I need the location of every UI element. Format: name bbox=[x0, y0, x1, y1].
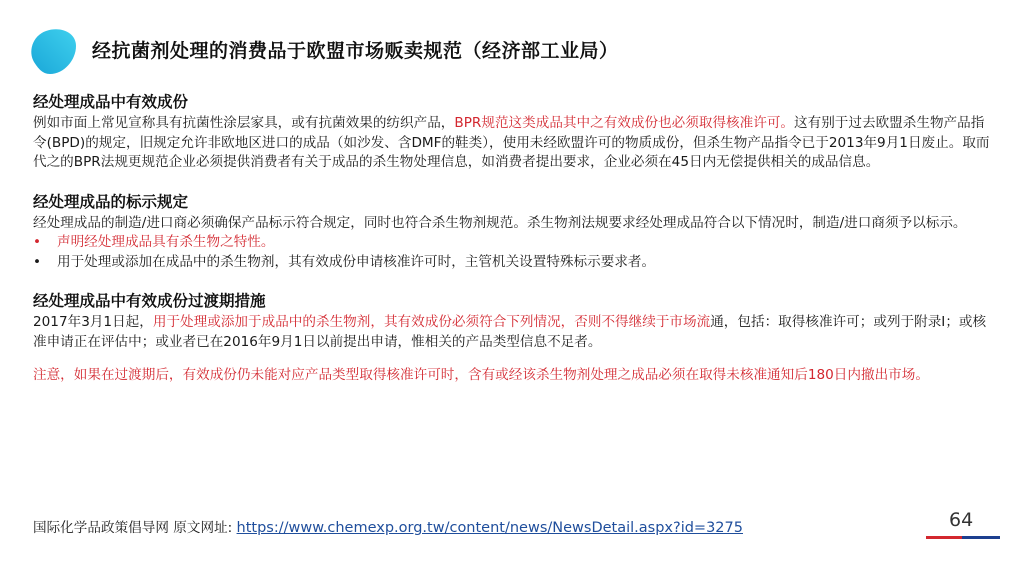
bullet-text: 声明经处理成品具有杀生物之特性。 bbox=[57, 234, 275, 250]
section-labeling-rules bbox=[33, 192, 991, 273]
highlighted-text: 用于处理或添加于成品中的杀生物剂，其有效成份必须符合下列情况，否则不得继续于市场流 bbox=[152, 314, 711, 330]
section-active-ingredients bbox=[33, 92, 991, 173]
source-label: 国际化学品政策倡导网 原文网址: bbox=[33, 520, 237, 536]
section-heading: 经处理成品中有效成份 bbox=[33, 93, 189, 111]
logo-blob-icon bbox=[26, 26, 78, 76]
footer-source bbox=[33, 516, 743, 536]
bullet-list bbox=[33, 233, 991, 272]
source-link[interactable]: https://www.chemexp.org.tw/content/news/NewsDetail.aspx?id=3275 bbox=[236, 520, 743, 536]
section-transition-measures bbox=[33, 291, 991, 386]
bullet-marker: • bbox=[33, 234, 42, 250]
bullet-marker: • bbox=[33, 253, 42, 270]
paragraph-text: 例如市面上常见宣称具有抗菌性涂层家具，或有抗菌效果的纺织产品， bbox=[33, 115, 455, 131]
page-title: 经抗菌剂处理的消费品于欧盟市场贩卖规范（经济部工业局） bbox=[92, 40, 619, 62]
section-paragraph bbox=[33, 114, 991, 173]
bullet-text: 用于处理或添加在成品中的杀生物剂，其有效成份申请核准许可时，主管机关设置特殊标示要求者。 bbox=[57, 253, 656, 270]
paragraph-text: 通，包括：取得核准许可；或列于附录I；或核准申请正在评估中；或业者已在2016年9月1日以前提出申请，惟相关的产品类型信息不足者。 bbox=[33, 314, 987, 350]
bullet-item bbox=[33, 253, 991, 273]
section-heading: 经处理成品中有效成份过渡期措施 bbox=[33, 292, 266, 310]
footer-accent-red bbox=[926, 536, 962, 539]
section-heading: 经处理成品的标示规定 bbox=[33, 192, 189, 211]
page-number: 64 bbox=[949, 509, 974, 531]
main-content bbox=[33, 92, 991, 405]
paragraph-text: 这有别于过去欧盟杀生物产品指令(BPD)的规定，旧规定允许非欧地区进口的成品（如沙发、含DMF的鞋类），使用未经欧盟许可的物质成份，但杀生物产品指令已于2013年9月1日废止。取而代之的BPR法规更规范企业必须提供消费者有关于成品的杀生物处理信息，如消费者提出要求，企业必须在45日内无偿提供相关的成品信息。 bbox=[33, 115, 990, 170]
highlighted-text: BPR规范这类成品其中之有效成份也必须取得核准许可。 bbox=[454, 115, 795, 131]
section-paragraph: 经处理成品的制造/进口商必须确保产品标示符合规定，同时也符合杀生物剂规范。杀生物剂法规要求经处理成品符合以下情况时，制造/进口商须予以标示。 bbox=[33, 214, 967, 231]
bullet-item bbox=[33, 233, 991, 253]
section-paragraph bbox=[33, 313, 991, 352]
footer-accent-blue bbox=[962, 536, 1000, 539]
paragraph-text: 2017年3月1日起， bbox=[33, 314, 153, 330]
notice-text: 注意，如果在过渡期后，有效成份仍未能对应产品类型取得核准许可时，含有或经该杀生物剂处理之成品必须在取得未核准通知后180日内撤出市场。 bbox=[33, 367, 929, 383]
